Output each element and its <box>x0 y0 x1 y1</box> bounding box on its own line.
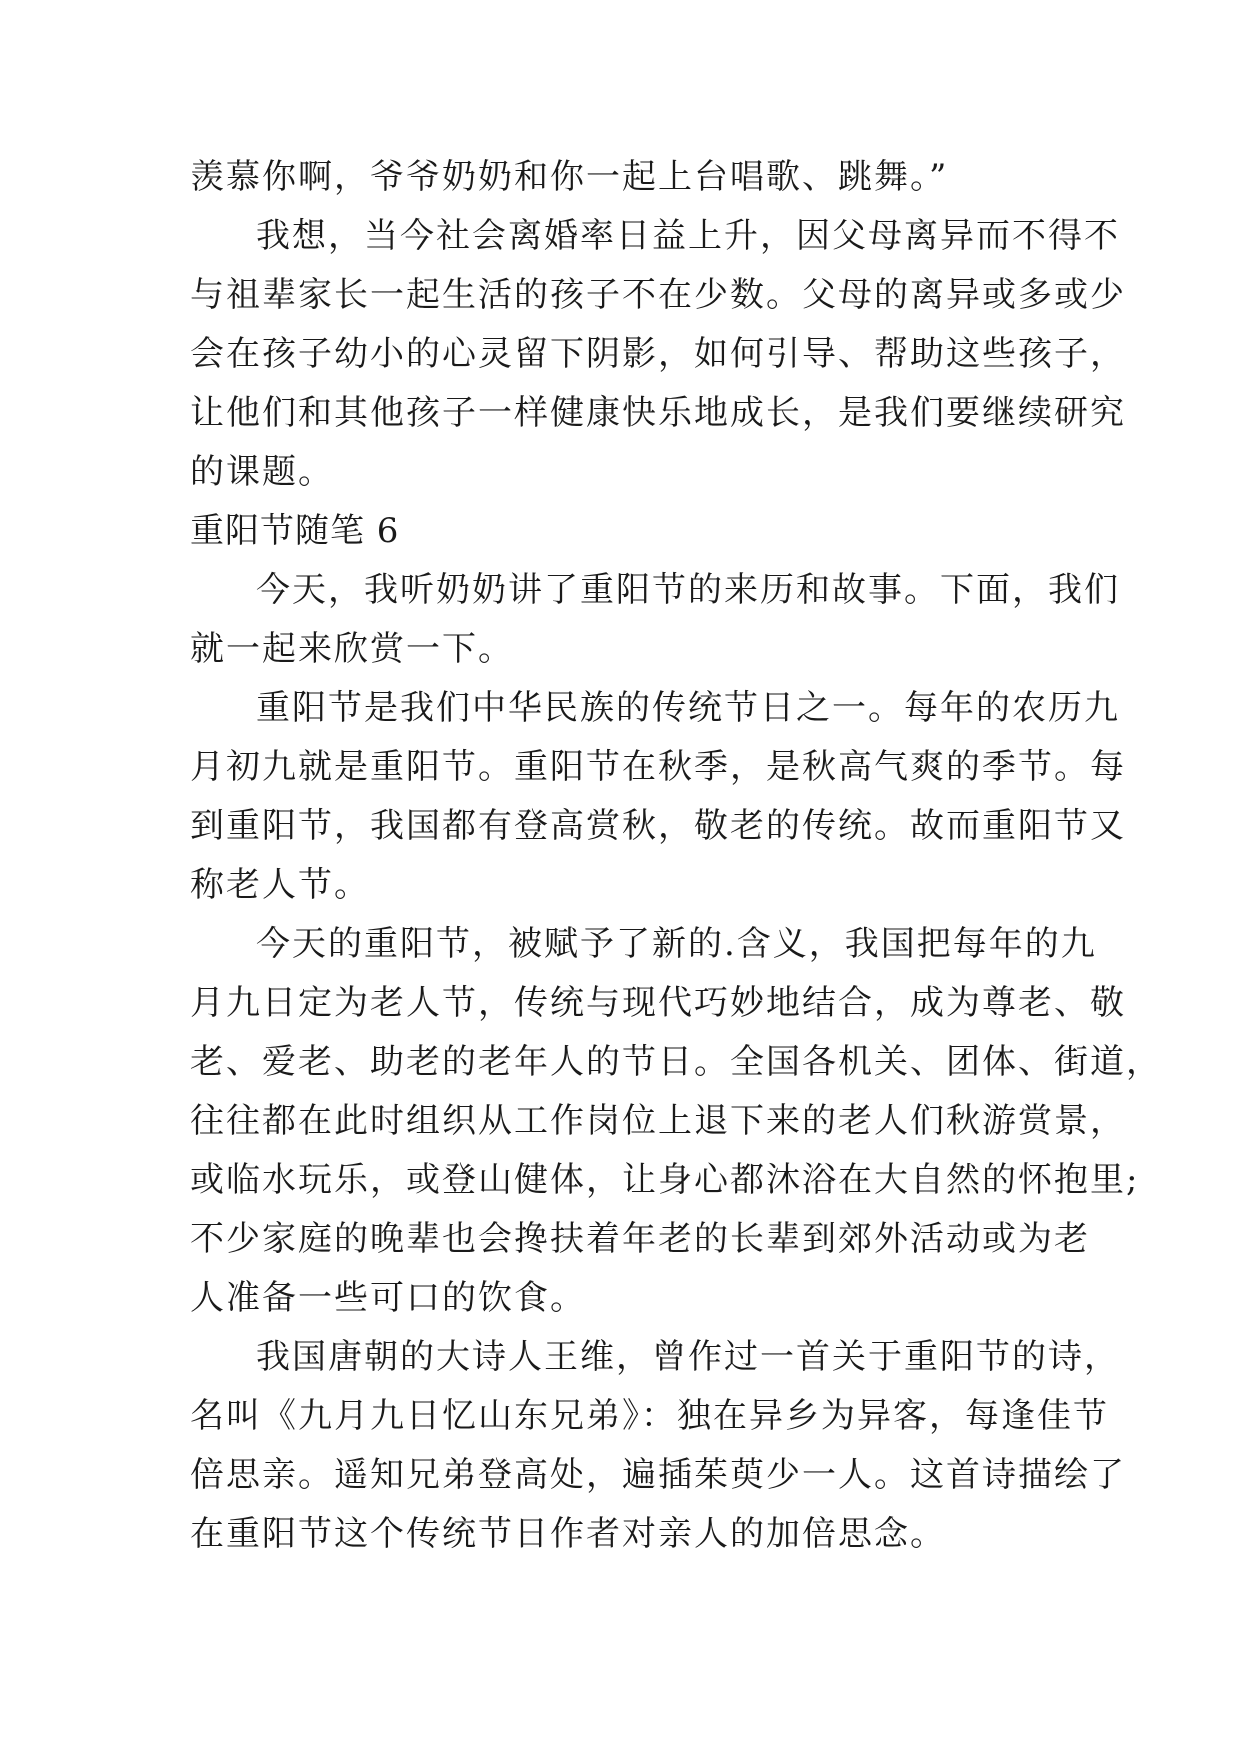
text-line: 羡慕你啊，爷爷奶奶和你一起上台唱歌、跳舞。” <box>190 157 949 197</box>
text-line: 让他们和其他孩子一样健康快乐地成长，是我们要继续研究 <box>190 393 1126 433</box>
text-line: 人准备一些可口的饮食。 <box>190 1278 586 1318</box>
text-line: 的课题。 <box>190 452 334 492</box>
paragraph-start-line: 我想，当今社会离婚率日益上升，因父母离异而不得不 <box>256 216 1120 256</box>
paragraph-start-line: 重阳节是我们中华民族的传统节日之一。每年的农历九 <box>256 688 1120 728</box>
section-heading: 重阳节随笔 6 <box>190 511 400 551</box>
paragraph-start-line: 今天，我听奶奶讲了重阳节的来历和故事。下面，我们 <box>256 570 1120 610</box>
text-line: 不少家庭的晚辈也会搀扶着年老的长辈到郊外活动或为老 <box>190 1219 1090 1259</box>
paragraph-start-line: 我国唐朝的大诗人王维，曾作过一首关于重阳节的诗， <box>256 1337 1120 1377</box>
document-body <box>190 148 1162 1564</box>
text-line: 会在孩子幼小的心灵留下阴影，如何引导、帮助这些孩子， <box>190 334 1126 374</box>
text-line: 月初九就是重阳节。重阳节在秋季，是秋高气爽的季节。每 <box>190 747 1126 787</box>
text-line: 往往都在此时组织从工作岗位上退下来的老人们秋游赏景， <box>190 1101 1126 1141</box>
text-line: 老、爱老、助老的老年人的节日。全国各机关、团体、街道， <box>190 1042 1162 1082</box>
text-line: 与祖辈家长一起生活的孩子不在少数。父母的离异或多或少 <box>190 275 1126 315</box>
text-line: 名叫《九月九日忆山东兄弟》：独在异乡为异客，每逢佳节 <box>190 1396 1109 1436</box>
text-line: 就一起来欣赏一下。 <box>190 629 514 669</box>
text-line: 在重阳节这个传统节日作者对亲人的加倍思念。 <box>190 1514 946 1554</box>
text-line: 月九日定为老人节，传统与现代巧妙地结合，成为尊老、敬 <box>190 983 1126 1023</box>
text-line: 称老人节。 <box>190 865 370 905</box>
text-line: 到重阳节，我国都有登高赏秋，敬老的传统。故而重阳节又 <box>190 806 1126 846</box>
text-line: 倍思亲。遥知兄弟登高处，遍插茱萸少一人。这首诗描绘了 <box>190 1455 1126 1495</box>
paragraph-start-line: 今天的重阳节，被赋予了新的.含义，我国把每年的九 <box>256 924 1097 964</box>
text-line: 或临水玩乐，或登山健体，让身心都沐浴在大自然的怀抱里; <box>190 1160 1140 1200</box>
